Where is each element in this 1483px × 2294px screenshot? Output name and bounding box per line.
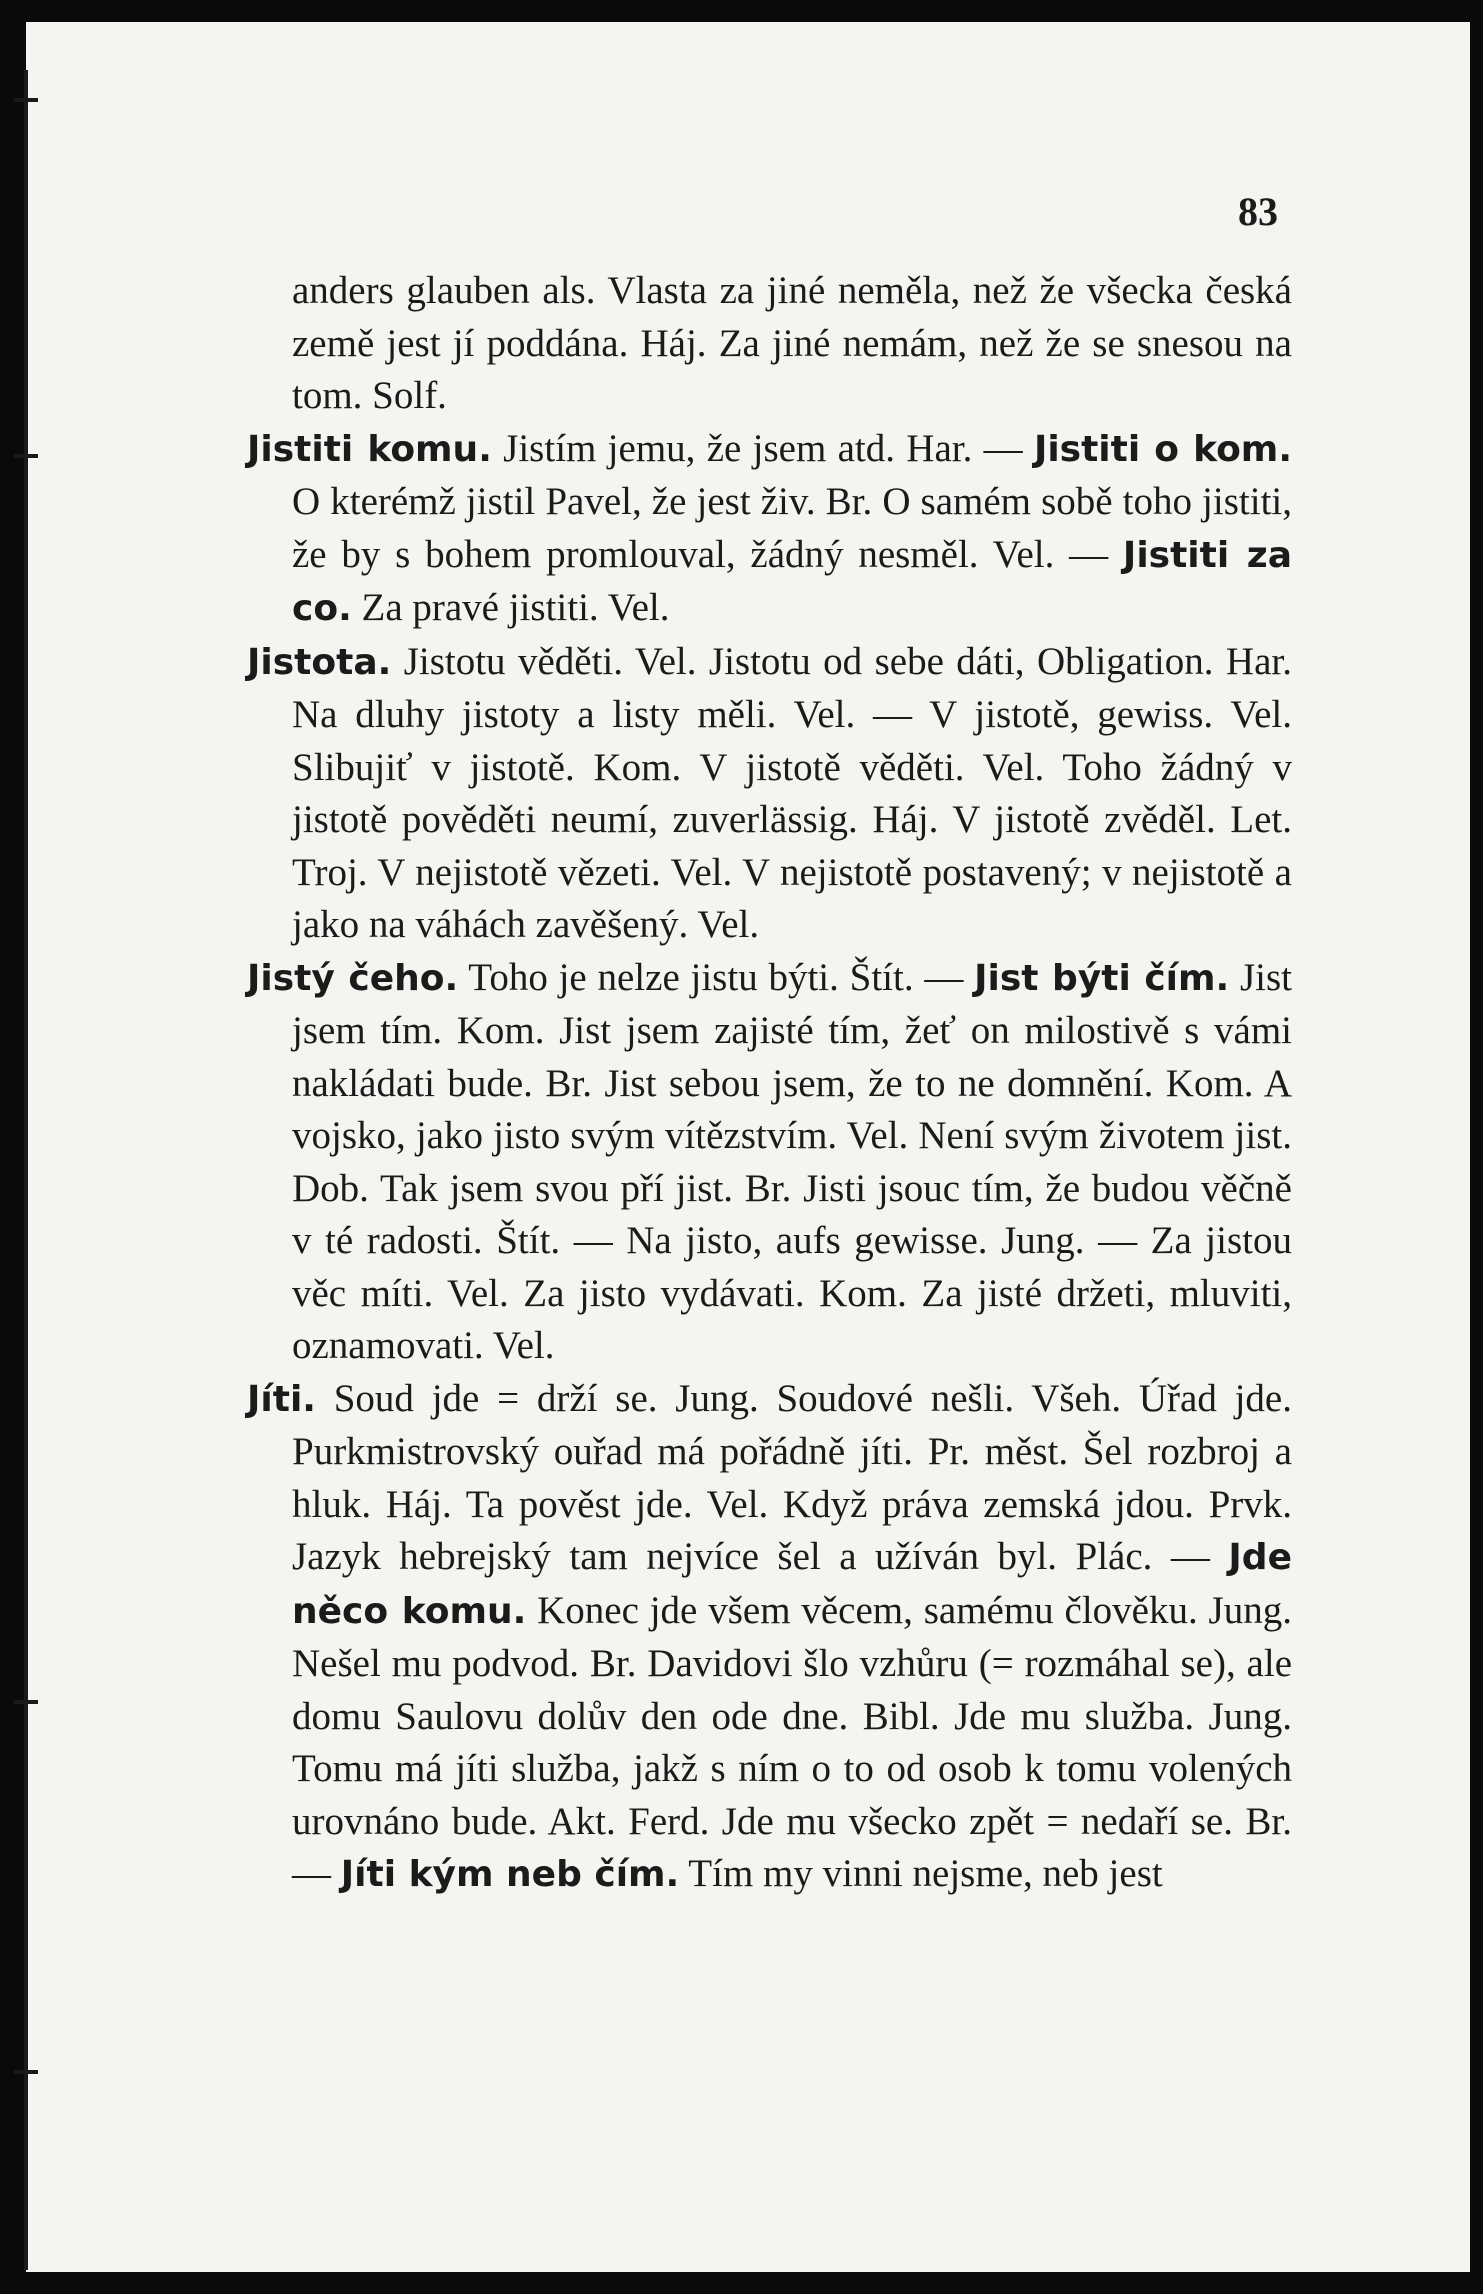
binding-mark	[14, 454, 38, 458]
entry-jisty	[247, 952, 1292, 1373]
entry-text: Jist jsem tím. Kom. Jist jsem zajisté tím, žeť on milostivě s vámi nakládati bude. Br. Jist sebou jsem, že to ne domnění. Kom. A vojsko, jako jisto svým vítězstvím. Vel. Není svým životem jist. Dob. Tak jsem svou pří jist. Br. Jisti jsouc tím, že budou věčně v té radosti. Štít. — Na jisto, aufs gewisse. Jung. — Za jistou věc míti. Vel. Za jisto vydávati. Kom. Za jisté držeti, mluviti, oznamovati. Vel.	[292, 955, 1292, 1367]
binding-mark	[14, 2070, 38, 2074]
binding-edge	[24, 70, 28, 2270]
entry-text: Tím my vinni nejsme, neb jest	[679, 1852, 1163, 1895]
entry-text: O kterémž jistil Pavel, že jest živ. Br. O samém sobě toho jistiti, že by s bohem promlouval, žádný nesměl. Vel. —	[292, 480, 1292, 576]
headword: Jistota.	[247, 641, 392, 683]
dictionary-text	[247, 265, 1292, 1902]
subheadword: Jistiti o kom.	[1033, 428, 1292, 470]
entry-jiti	[247, 1373, 1292, 1902]
book-page	[26, 22, 1470, 2272]
entry-jistota	[247, 636, 1292, 952]
subheadword: Jistiti za co.	[292, 534, 1292, 629]
entry-text: Soud jde = drží se. Jung. Soudové nešli. Všeh. Úřad jde. Purkmistrovský ouřad má pořádně jíti. Pr. měst. Šel rozbroj a hluk. Háj. Ta pověst jde. Vel. Když práva zemská jdou. Prvk. Jazyk hebrejský tam nejvíce šel a užíván byl. Plác. —	[292, 1376, 1292, 1578]
entry-text: Konec jde všem věcem, samému člověku. Jung. Nešel mu podvod. Br. Davidovi šlo vzhůru (= rozmáhal se), ale domu Saulovu dolův den ode dne. Bibl. Jde mu služba. Jung. Tomu má jíti služba, jakž s ním o to od osob k tomu volených urovnáno bude. Akt. Ferd. Jde mu všecko zpět = nedaří se. Br. —	[292, 1588, 1292, 1895]
entry-text: anders glauben als. Vlasta za jiné neměla, než že všecka česká země jest jí poddána. Háj. Za jiné nemám, než že se snesou na tom. Solf.	[292, 269, 1292, 417]
subheadword: Jde něco komu.	[292, 1537, 1292, 1632]
headword: Jistý čeho.	[247, 957, 459, 999]
subheadword: Jist býti čím.	[974, 957, 1230, 999]
entry-jistiti	[247, 423, 1292, 636]
entry-text: Jistotu věděti. Vel. Jistotu od sebe dáti, Obligation. Har. Na dluhy jistoty a listy měli. Vel. — V jistotě, gewiss. Vel. Slibujiť v jistotě. Kom. V jistotě věděti. Vel. Toho žádný v jistotě pověděti neumí, zuverlässig. Háj. V jistotě zvěděl. Let. Troj. V nejistotě vězeti. Vel. V nejistotě postavený; v nejistotě a jako na váhách zavěšený. Vel.	[292, 639, 1292, 946]
headword: Jíti.	[247, 1378, 316, 1420]
headword: Jistiti komu.	[247, 428, 492, 470]
entry-text: Jistím jemu, že jsem atd. Har. —	[491, 426, 1034, 470]
binding-mark	[14, 98, 38, 102]
subheadword: Jíti kým neb čím.	[340, 1854, 680, 1895]
page-number: 83	[1238, 189, 1278, 234]
binding-mark	[14, 1700, 38, 1704]
entry-text: Toho je nelze jistu býti. Štít. —	[458, 955, 975, 999]
entry-text: Za pravé jistiti. Vel.	[351, 586, 670, 629]
entry-continuation	[247, 265, 1292, 423]
